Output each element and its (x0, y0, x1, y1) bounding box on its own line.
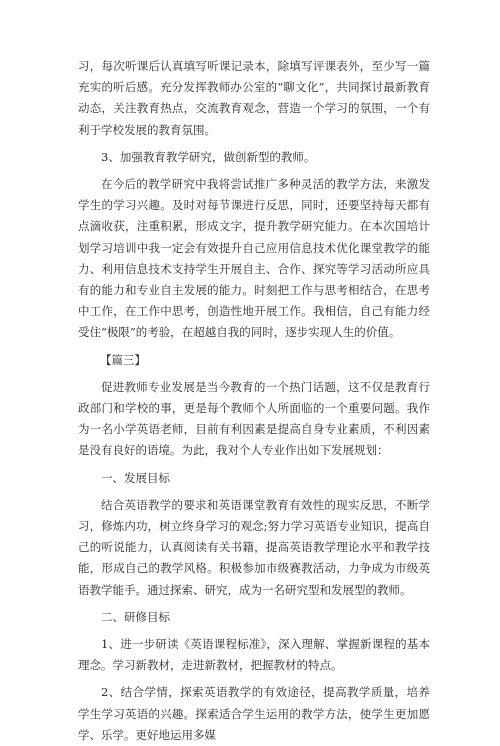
list-item-1: 1、进一步研读《英语课程标准》，深入理解、掌握新课程的基本理念。学习新教材，走进新教材，把握教材的特点。 (78, 637, 430, 673)
heading-study-goals: 二、研修目标 (101, 609, 170, 624)
section-title-part-three: 【篇三】 (100, 352, 146, 367)
paragraph-development-goals: 结合英语教学的要求和英语课堂教育有效性的现实反思，不断学习，修炼内功，树立终身学习的观念;努力学习英语专业知识，提高自己的听说能力，认真阅读有关书籍，提高英语教学理论水平和教学技能，形成自己的教学风格。积极参加市级赛教活动，力争成为市级英语教学能手。通过探索、研究，成为一名研究型和发展型的教师。 (78, 497, 430, 597)
paragraph-intro: 习，每次听课后认真填写听课记录本，除填写评课表外，至少写一篇充实的听后感。充分发挥教师办公室的“聊文化”，共同探讨最新教育动态，关注教育热点，交流教育观念，营造一个学习的氛围，一个有利于学校发展的教育氛围。 (78, 59, 430, 137)
heading-development-goals: 一、发展目标 (101, 470, 170, 485)
list-item-2: 2、结合学情，探索英语教学的有效途径，提高教学质量，培养学生学习英语的兴趣。探索适合学生运用的教学方法，使学生更加愿学、乐学。更好地运用多媒 (78, 685, 430, 742)
item-3-heading: 3、加强教育教学研究，做创新型的教师。 (101, 149, 316, 164)
paragraph-professional-development: 促进教师专业发展是当今教育的一个热门话题，这不仅是教育行政部门和学校的事，更是每个教师个人所面临的一个重要问题。我作为一名小学英语老师，目前有利因素是提高自身专业素质，不利因素是没有良好的语境。为此，我对个人专业作出如下发展规划： (78, 379, 430, 458)
paragraph-research: 在今后的教学研究中我将尝试推广多种灵活的教学方法，来激发学生的学习兴趣。及时对每节课进行反思，同时，还要坚持每天都有点滴收获，注重积累，形成文字，提升教学研究能力。在本次国培计划学习培训中我一定会有效提升自己应用信息技术优化课堂教学的能力、利用信息技术支持学生开展自主、合作、探究等学习活动所应具有的能力和专业自主发展的能力。时刻把工作与思考相结合，在思考中工作，在工作中思考，创造性地开展工作。我相信，自己有能力经受住“极限”的考验，在超越自我的同时，逐步实现人生的价值。 (78, 177, 430, 340)
